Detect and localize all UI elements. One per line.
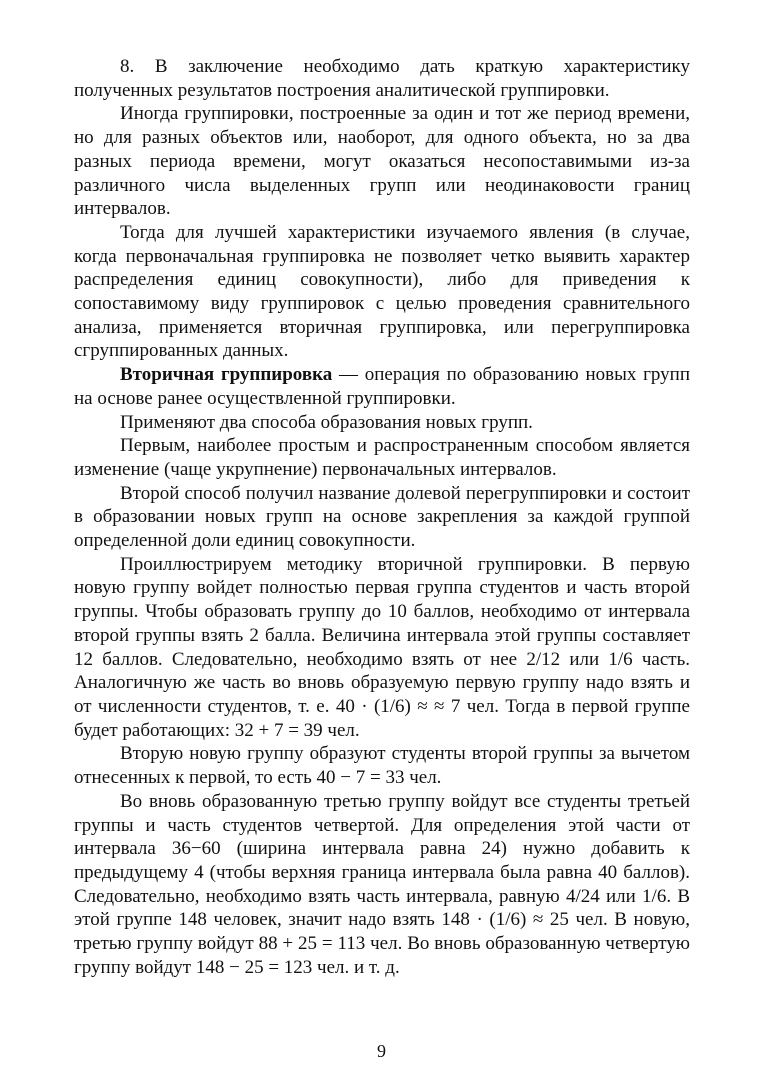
paragraph-two-methods: Применяют два способа образования новых групп. bbox=[120, 411, 533, 433]
paragraph-conclusion: 8. В заключение необходимо дать краткую характеристику полученных результатов построения аналитической группировки. bbox=[74, 56, 690, 101]
paragraph-illustration: Проиллюстрируем методику вторичной группировки. В первую новую группу войдет полностью первая группа студентов и часть второй группы. Чтобы образовать группу до 10 баллов, необходимо от интервала второй группы взять 2 балла. Величина интервала этой группы составляет 12 баллов. Следовательно, необходимо взять от нее 2/12 или 1/6 часть. Аналогичную же часть во вновь образуемую первую группу надо взять и от численности студентов, т. е. 40 · (1/6) ≈ ≈ 7 чел. Тогда в первой группе будет работающих: 32 + 7 = 39 чел. bbox=[74, 553, 690, 741]
paragraph-second-group: Вторую новую группу образуют студенты второй группы за вычетом отнесенных к первой, то есть 40 − 7 = 33 чел. bbox=[74, 743, 690, 789]
paragraph-definition bbox=[74, 363, 690, 410]
definition-text: — операция по образованию новых групп на основе ранее осуществленной группировки. bbox=[74, 364, 690, 409]
body-text bbox=[74, 55, 690, 979]
paragraph-second-method: Второй способ получил название долевой перегруппировки и состоит в образовании новых групп на основе закрепления за каждой группой определенной доли единиц совокупности. bbox=[74, 482, 690, 552]
paragraph-noncomparable-groupings: Иногда группировки, построенные за один и тот же период времени, но для разных объектов или, наоборот, для одного объекта, но за два разных периода времени, могут оказаться несопоставимыми из-за различного числа выделенных групп или неодинаковости границ интервалов. bbox=[74, 103, 690, 220]
paragraph-secondary-grouping-purpose: Тогда для лучшей характеристики изучаемого явления (в случае, когда первоначальная группировка не позволяет четко выявить характер распределения единиц совокупности), либо для приведения к сопоставимому виду группировок с целью проведения сравнительного анализа, применяется вторичная группировка, или перегруппировка сгруппированных данных. bbox=[74, 221, 690, 362]
page-number: 9 bbox=[377, 1041, 386, 1061]
paragraph-third-group: Во вновь образованную третью группу войдут все студенты третьей группы и часть студентов четвертой. Для определения этой части от интервала 36−60 (ширина интервала равна 24) нужно добавить к предыдущему 4 (чтобы верхняя граница интервала была равна 40 баллов). Следовательно, необходимо взять часть интервала, равную 4/24 или 1/6. В этой группе 148 человек, значит надо взять 148 · (1/6) ≈ 25 чел. В новую, третью группу войдут 88 + 25 = 113 чел. Во вновь образованную четвертую группу войдут 148 − 25 = 123 чел. и т. д. bbox=[74, 790, 690, 978]
paragraph-first-method: Первым, наиболее простым и распространенным способом является изменение (чаще укрупнение) первоначальных интервалов. bbox=[74, 435, 690, 480]
definition-term: Вторичная группировка bbox=[120, 364, 333, 386]
